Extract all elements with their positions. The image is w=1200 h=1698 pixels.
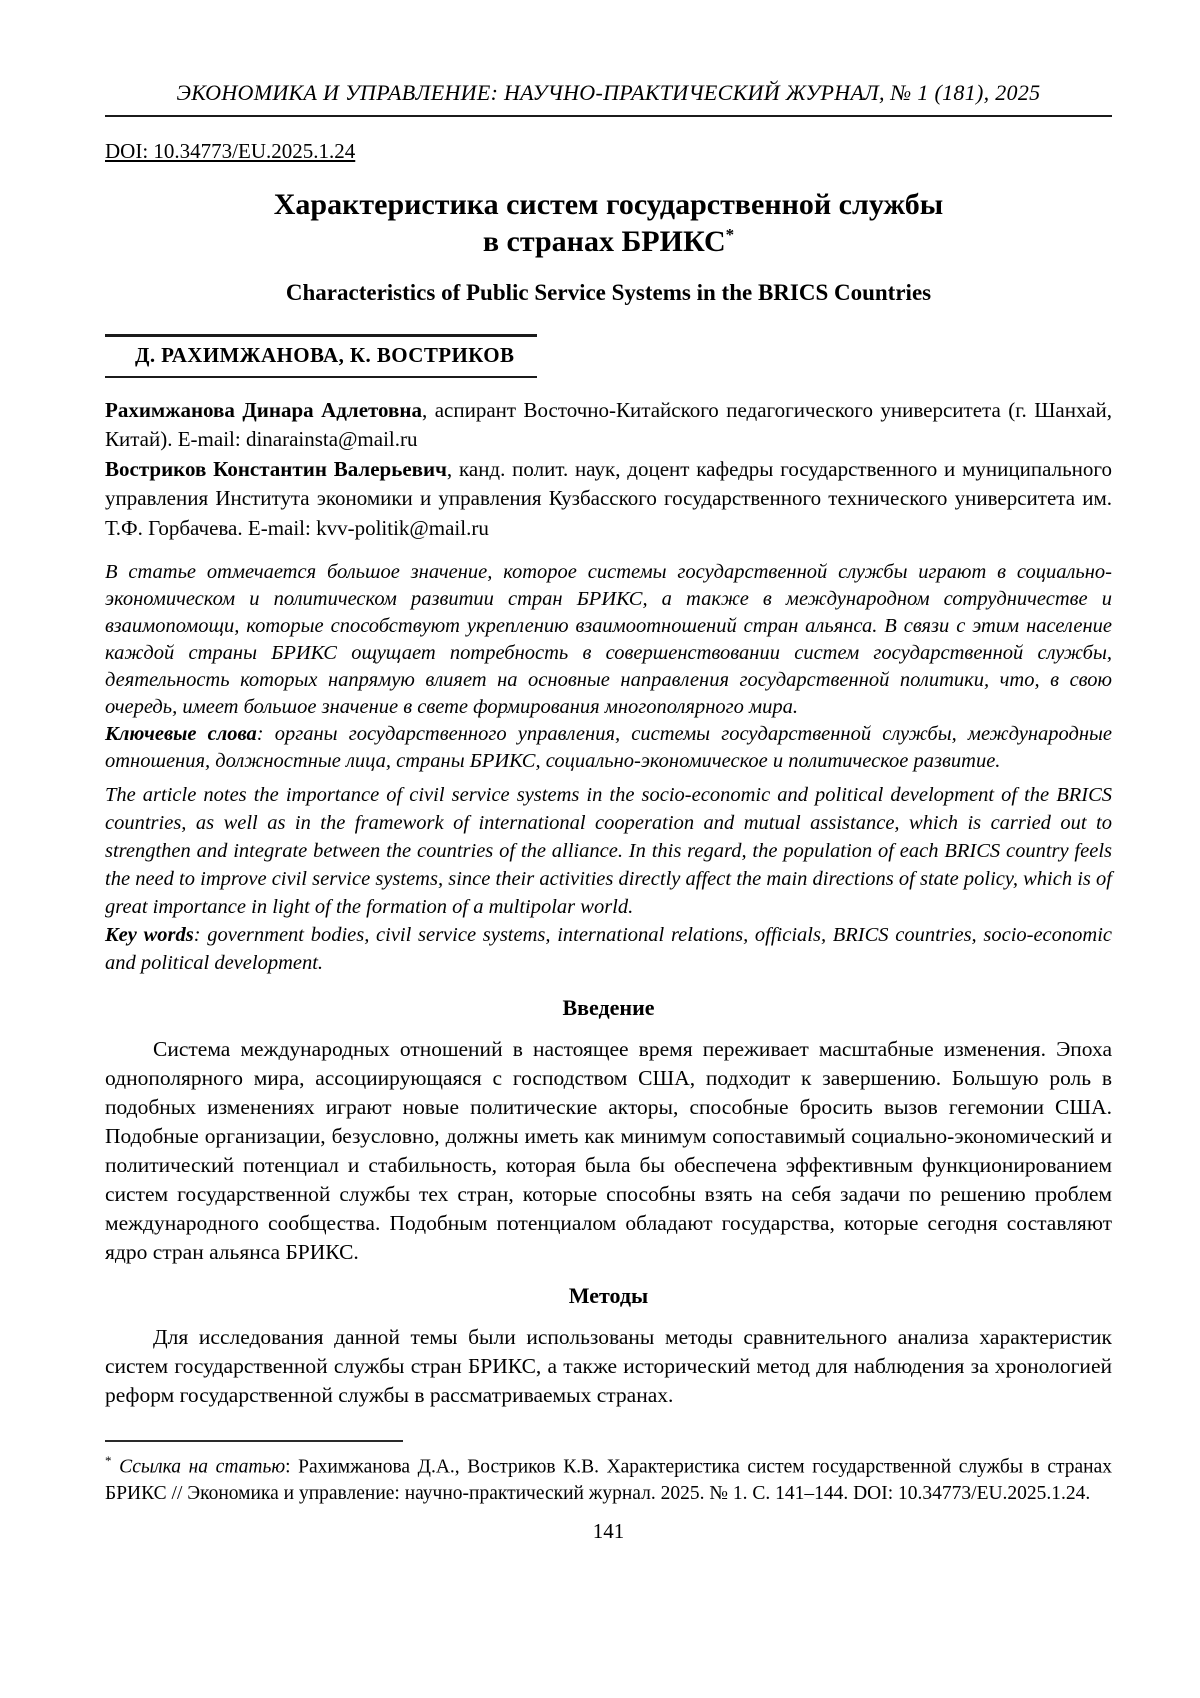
section-heading-introduction: Введение: [562, 995, 655, 1021]
keywords-en-list: : government bodies, civil service systems, international relations, officials, BRICS countries, socio-economic and political development.: [105, 924, 1113, 975]
author-1-name: Рахимжанова Динара Адлетовна: [105, 398, 422, 422]
footnote-mark: *: [105, 1453, 112, 1469]
keywords-ru: [105, 721, 1112, 775]
section-heading-methods: Методы: [568, 1283, 649, 1309]
footnote-label: Ссылка на статью: [119, 1456, 286, 1478]
keywords-en: [105, 921, 1112, 977]
authors-banner: Д. РАХИМЖАНОВА, К. ВОСТРИКОВ: [105, 334, 537, 378]
author-2-details: , канд. полит. наук, доцент кафедры государственного и муниципального управления Института экономики и управления Кузбасского государственного технического университета им. Т.Ф. Горбачева. E-mail: kvv-politik@mail.ru: [105, 456, 1112, 540]
keywords-ru-label: Ключевые слова: [105, 723, 257, 746]
footnote-separator: [105, 1440, 403, 1442]
author-2-info: [105, 455, 1112, 543]
author-1-info: [105, 396, 1112, 455]
article-title-ru-line1: Характеристика систем государственной службы: [273, 188, 944, 221]
section-body-methods: Для исследования данной темы были использованы методы сравнительного анализа характеристик систем государственной службы стран БРИКС, а также исторический метод для наблюдения за хронологией реформ государственной службы в рассматриваемых странах.: [105, 1325, 1112, 1408]
author-1-details: , аспирант Восточно-Китайского педагогического университета (г. Шанхай, Китай). E-mail: dinarainsta@mail.ru: [105, 398, 1112, 452]
keywords-en-label: Key words: [105, 924, 194, 947]
abstract-en: The article notes the importance of civil service systems in the socio-economic and political development of the BRICS countries, as well as in the framework of international cooperation and mutual assistance, which is carried out to strengthen and integrate between the countries of the alliance. In this regard, the population of each BRICS country feels the need to improve civil service systems, since their activities directly affect the main directions of state policy, which is of great importance in light of the formation of a multipolar world.: [105, 784, 1112, 919]
title-footnote-mark: *: [725, 225, 735, 244]
doi-text: DOI: 10.34773/EU.2025.1.24: [105, 139, 356, 163]
article-citation-footnote: [105, 1448, 1112, 1507]
article-title-ru-line2: в странах БРИКС: [482, 225, 726, 258]
footnote-text: : Рахимжанова Д.А., Востриков К.В. Характеристика систем государственной службы в странах БРИКС // Экономика и управление: научно-практический журнал. 2025. № 1. С. 141–144. DOI: 10.34773/EU.2025.1.24.: [105, 1456, 1113, 1504]
section-body-introduction: Система международных отношений в настоящее время переживает масштабные изменения. Эпоха однополярного мира, ассоциирующаяся с господством США, подходит к завершению. Большую роль в подобных изменениях играют новые политические акторы, способные бросить вызов гегемонии США. Подобные организации, безусловно, должны иметь как минимум сопоставимый социально-экономический и политический потенциал и стабильность, которая была бы обеспечена эффективным функционированием систем государственной службы тех стран, которые способны взять на себя задачи по решению проблем международного сообщества. Подобным потенциалом обладают государства, которые сегодня составляют ядро стран альянса БРИКС.: [105, 1037, 1112, 1265]
author-2-name: Востриков Константин Валерьевич: [105, 456, 447, 481]
journal-header: ЭКОНОМИКА И УПРАВЛЕНИЕ: НАУЧНО-ПРАКТИЧЕСКИЙ ЖУРНАЛ, № 1 (181), 2025: [105, 80, 1112, 117]
keywords-ru-list: : органы государственного управления, системы государственной службы, международные отношения, должностные лица, страны БРИКС, социально-экономическое и политическое развитие.: [105, 723, 1112, 773]
doi-row: [105, 139, 1112, 164]
page-number: 141: [592, 1518, 625, 1543]
abstract-ru: В статье отмечается большое значение, которое системы государственной службы играют в социально-экономическом и политическом развитии стран БРИКС, а также в международном сотрудничестве и взаимопомощи, которые способствуют укреплению взаимоотношений стран альянса. В связи с этим население каждой страны БРИКС ощущает потребность в совершенствовании систем государственной службы, деятельность которых напрямую влияет на основные направления государственной политики, что, в свою очередь, имеет большое значение в свете формирования многополярного мира.: [105, 561, 1112, 719]
article-title-en: Characteristics of Public Service Systems in the BRICS Countries: [285, 280, 932, 305]
article-title-ru: [105, 186, 1112, 260]
